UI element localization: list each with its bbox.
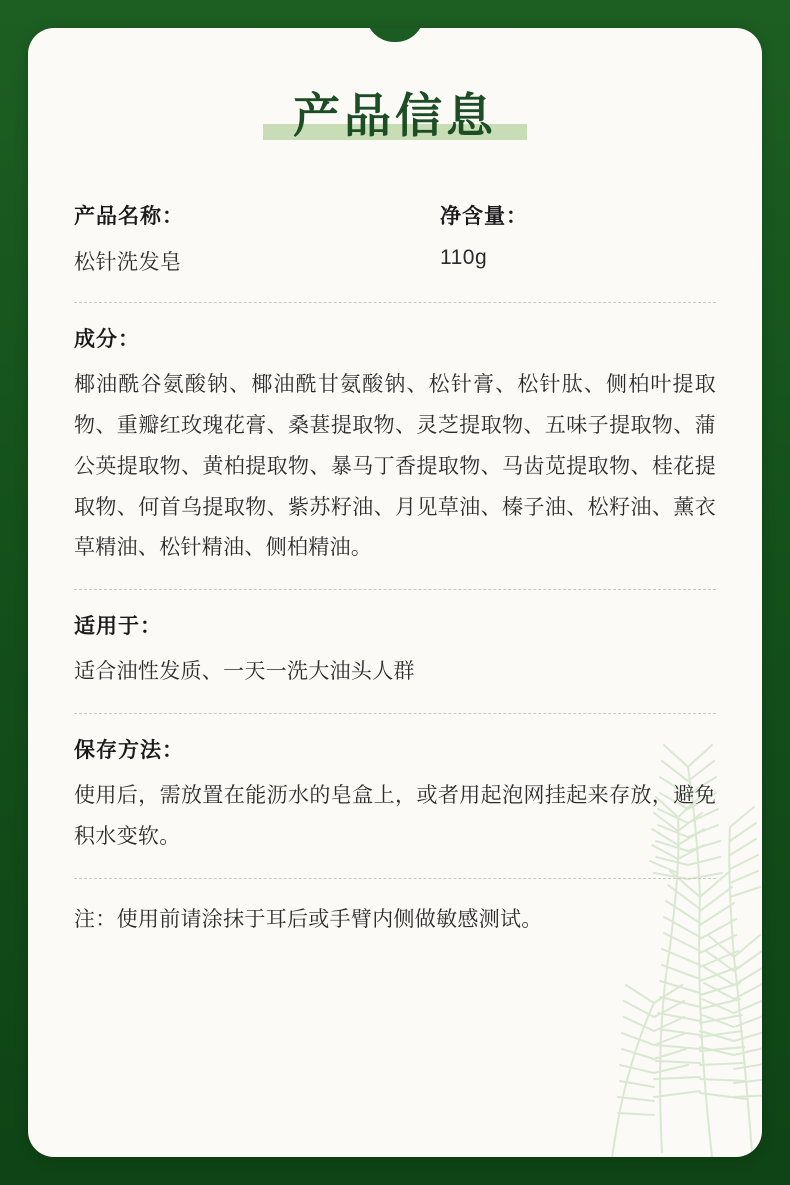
product-summary-row [74, 200, 716, 276]
net-content-value: 110g [440, 245, 488, 269]
product-name-value: 松针洗发皂 [74, 250, 182, 274]
storage-text: 使用后，需放置在能沥水的皂盒上，或者用起泡网挂起来存放，避免积水变软。 [74, 784, 716, 849]
ingredients-text: 椰油酰谷氨酸钠、椰油酰甘氨酸钠、松针膏、松针肽、侧柏叶提取物、重瓣红玫瑰花膏、桑葚提取物、灵芝提取物、五味子提取物、蒲公英提取物、黄柏提取物、暴马丁香提取物、马齿苋提取物、桂花提取物、何首乌提取物、紫苏籽油、月见草油、榛子油、松籽油、薰衣草精油、松针精油、侧柏精油。 [74, 372, 716, 560]
page-title-text: 产品信息 [293, 89, 497, 142]
product-info-card [28, 28, 762, 1157]
divider [74, 302, 716, 303]
divider [74, 878, 716, 879]
net-content-field [440, 200, 720, 276]
sensitivity-test-note: 注：使用前请涂抹于耳后或手臂内侧做敏感测试。 [74, 908, 543, 932]
suitable-for-text: 适合油性发质、一天一洗大油头人群 [74, 660, 415, 684]
storage-label: 保存方法： [74, 739, 184, 763]
divider [74, 713, 716, 714]
product-name-label: 产品名称： [74, 204, 184, 228]
divider [74, 589, 716, 590]
page-title [74, 90, 716, 142]
net-content-label: 净含量： [440, 204, 528, 228]
suitable-for-label: 适用于： [74, 615, 162, 639]
card-notch-decoration [366, 28, 424, 42]
storage-section [74, 734, 716, 858]
suitable-for-section [74, 610, 716, 693]
ingredients-label: 成分： [74, 327, 140, 351]
ingredients-section [74, 323, 716, 570]
product-name-field [74, 200, 440, 276]
